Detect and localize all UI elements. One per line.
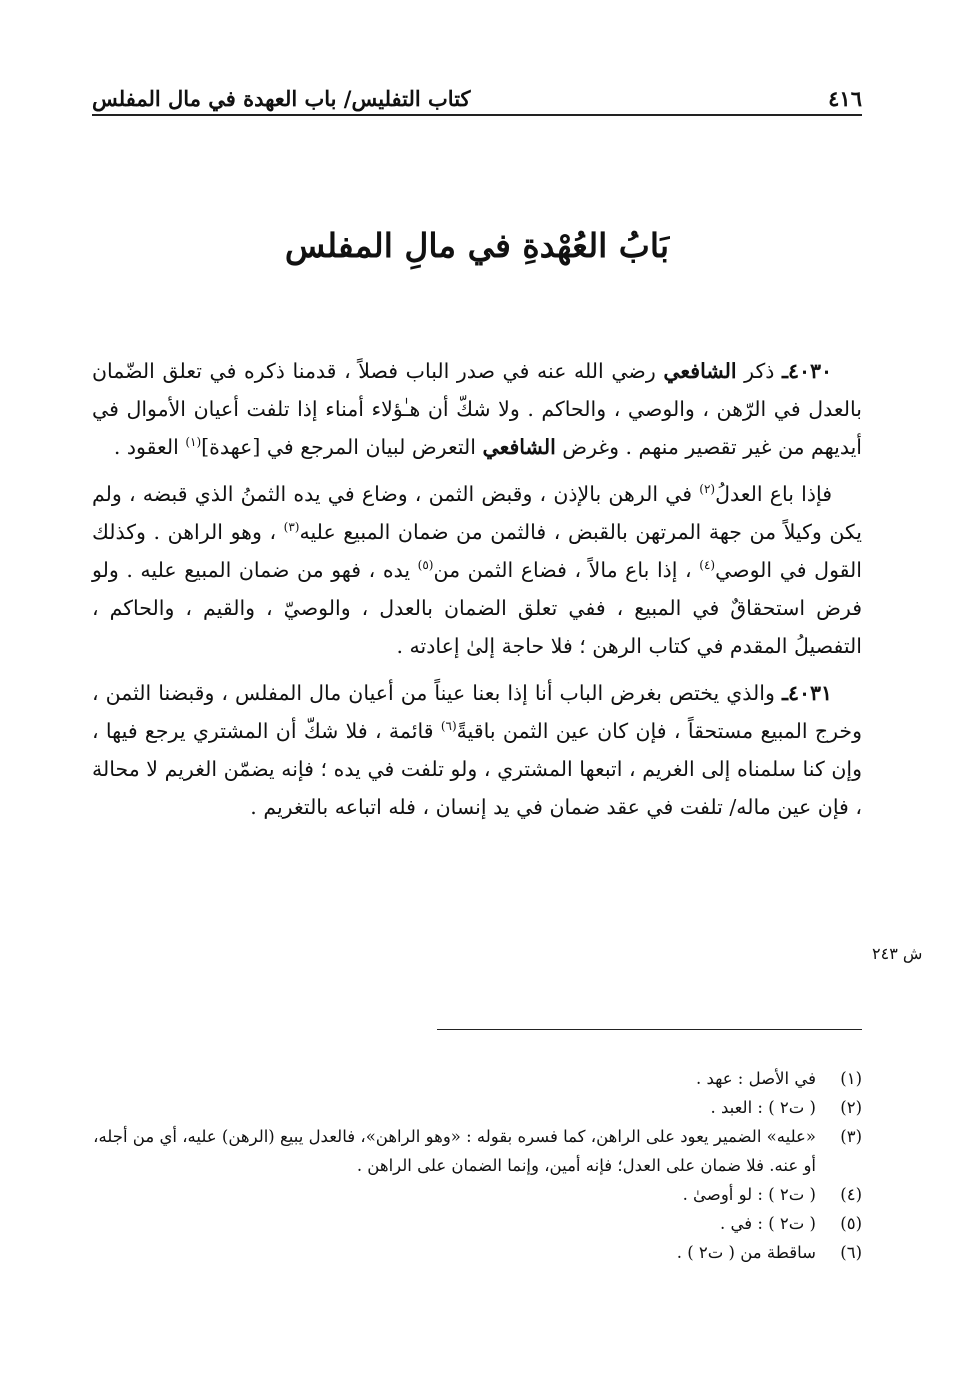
paragraph-text: في الرهن بالإذن ، وقبض الثمن ، وضاع في يده الثمنُ الذي قبضه ، ولم يكن وكيلاً من جهة المرتهن بالقبض ، فالثمن من ضمان المبيع عليه [92,482,862,544]
footnote-ref[interactable]: (٣) [283,520,300,535]
name-shafii: الشافعي [663,359,737,383]
margin-note: ش ٢٤٣ [872,944,923,963]
page-number: ٤١٦ [828,86,862,111]
chapter-title: بَابُ العُهْدةِ في مالِ المفلس [284,226,670,265]
main-text [92,352,862,835]
footnote-number: (٥) [840,1214,862,1233]
footnote-ref[interactable]: (٢) [699,482,716,497]
footnote-text: ساقطة من ( ت٢ ) . [676,1243,816,1262]
footnote-text: ( ت٢ ) : في . [720,1214,816,1233]
paragraph-number: ٤٠٣٠ـ [781,359,833,383]
footnote-number: (٣) [840,1127,862,1146]
footnote-ref[interactable]: (٥) [417,558,434,573]
paragraph-text: قائمة ، فلا شكّ أن المشتري يرجع فيها ، وإن كنا سلمناه إلى الغريم ، اتبعها المشتري ، ولو تلفت في يده ؛ فإنه يضمّن الغريم لا محالة ، فإن عين ماله/ تلفت في عقد ضمان في يد إنسان ، فله اتباعه بالتغريم . [92,719,862,819]
footnote-item [92,1238,862,1267]
footnote-text: «عليه» الضمير يعود على الراهن، كما فسره بقوله : «وهو الراهن»، فالعدل يبيع (الرهن) عليه، أي من أجله، أو عنه. فلا ضمان على العدل؛ فإنه أمين، وإنما الضمان على الراهن . [93,1127,816,1175]
footnote-ref[interactable]: (٦) [440,719,457,734]
paragraph-continuation [92,475,862,665]
footnote-item [92,1209,862,1238]
paragraph-text: ، وهو الراهن . وكذلك القول في الوصي [92,520,862,582]
running-header [92,80,862,116]
paragraph-text: ذكر [736,359,782,383]
footnote-number: (٢) [840,1098,862,1117]
footnote-divider [437,1029,862,1030]
paragraph-text: التعرض لبيان المرجع في [عهدة] [201,435,483,459]
footnote-number: (٤) [840,1185,862,1204]
paragraph-4030 [92,352,862,466]
paragraph-text: يده ، فهو من ضمان المبيع عليه . ولو فرض استحقاقٌ في المبيع ، ففي تعلق الضمان بالعدل ، والوصيّ ، والقيم ، والحاكم ، التفصيلُ المقدم في كتاب الرهن ؛ فلا حاجة إلىٰ إعادته . [92,558,862,658]
footnote-number: (٦) [840,1243,862,1262]
paragraph-4031 [92,674,862,826]
footnotes [92,1064,862,1267]
footnote-number: (١) [840,1069,862,1088]
paragraph-text: العقود . [113,435,186,459]
footnote-item [92,1064,862,1093]
paragraph-text: والذي يختص بغرض الباب أنا إذا بعنا عيناً من أعيان مال المفلس ، وقبضنا الثمن ، وخرج المبيع مستحقاً ، فإن كان عين الثمن باقيةً [92,681,862,743]
footnote-text: في الأصل : عهد . [695,1069,816,1088]
footnote-text: ( ت٢ ) : العبد . [710,1098,816,1117]
name-shafii: الشافعي [482,435,556,459]
footnote-ref[interactable]: (١) [185,435,202,450]
paragraph-text: ، إذا باع مالاً ، فضاع الثمن من [433,558,700,582]
footnote-item [92,1093,862,1122]
footnote-text: ( ت٢ ) : لو أوصىٰ . [682,1185,816,1204]
paragraph-text: فإذا باع العدلُ [715,482,832,506]
footnote-item [92,1180,862,1209]
running-title: كتاب التفليس/ باب العهدة في مال المفلس [92,86,471,111]
footnote-item [92,1122,862,1180]
paragraph-number: ٤٠٣١ـ [781,681,832,705]
paragraph-text: رضي الله عنه في صدر الباب فصلاً ، قدمنا ذكره في تعلق الضّمان بالعدل في الرّهن ، والوصي ، والحاكم . ولا شكّ أن هـٰؤلاء أمناء إذا تلفت أعيان الأموال في أيديهم من غير تقصير منهم . وغرض [92,359,862,459]
footnote-ref[interactable]: (٤) [699,558,716,573]
